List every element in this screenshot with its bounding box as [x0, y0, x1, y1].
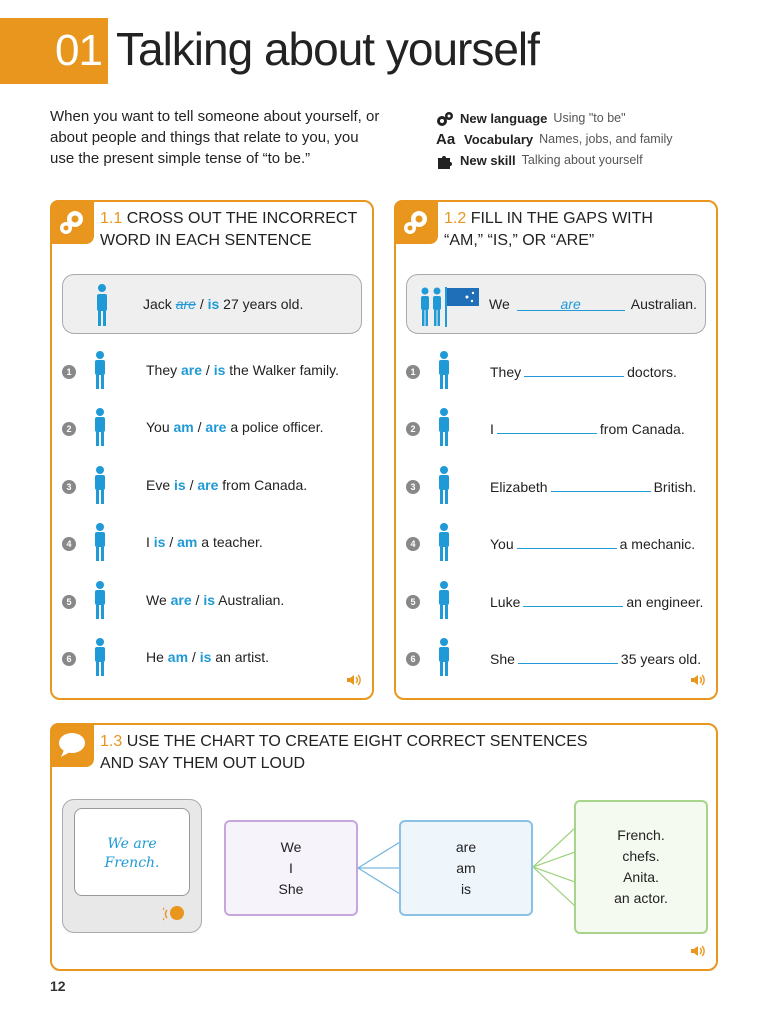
text: a teacher. [201, 534, 263, 550]
exercise-number: 1.2 [444, 210, 467, 227]
speech-example-box [62, 799, 202, 933]
speech-line1: We are [107, 836, 157, 852]
illustration-icon [92, 407, 108, 452]
text: He [146, 649, 164, 665]
page-title: Talking about yourself [116, 23, 539, 75]
connector-lines [358, 820, 400, 916]
correct-word: is [207, 296, 220, 312]
speaker-icon[interactable] [346, 672, 362, 688]
sentence: They are / is the Walker family. [146, 362, 339, 378]
item-number: 6 [62, 652, 76, 666]
option-a[interactable]: are [170, 592, 192, 608]
text: an artist. [215, 649, 269, 665]
gear-icon [394, 200, 438, 244]
intro-text: When you want to tell someone about yourself, or about people and things that relate to you, you use the present simple tense of “to be.” [50, 108, 380, 167]
item-number: 2 [62, 422, 76, 436]
text: She [490, 651, 515, 667]
text: I [490, 421, 494, 437]
legend-detail: Names, jobs, and family [539, 132, 673, 146]
item-number: 3 [62, 480, 76, 494]
answer-gap[interactable] [518, 649, 618, 664]
sentence [490, 592, 703, 610]
sentence [490, 477, 696, 495]
answer-gap[interactable] [523, 592, 623, 607]
item-number: 5 [62, 595, 76, 609]
speaking-head-icon [163, 904, 185, 924]
verb: are [455, 838, 477, 855]
item-number: 1 [406, 365, 420, 379]
exercise-number: 1.3 [100, 733, 123, 750]
text: a mechanic. [619, 536, 696, 552]
connector-lines [533, 800, 575, 934]
exercise-1-1-panel [50, 200, 374, 700]
legend-row [436, 150, 673, 171]
legend-detail: Talking about yourself [521, 153, 643, 167]
text: the Walker family. [229, 362, 339, 378]
exercise-1-2-panel [394, 200, 718, 700]
answer-gap[interactable] [524, 362, 624, 377]
illustration-icon [436, 465, 452, 510]
legend-row [436, 108, 673, 129]
sentence: We are / is Australian. [146, 592, 285, 608]
example-box [62, 274, 362, 334]
australian-couple-flag-icon [419, 287, 481, 327]
sentence [490, 534, 695, 552]
exercise-title-line2: “AM,” “IS,” OR “ARE” [444, 232, 595, 249]
subjects-box [224, 820, 358, 916]
text: We [489, 296, 510, 312]
verb: is [460, 880, 472, 897]
option-b[interactable]: is [213, 362, 226, 378]
option-b[interactable]: is [199, 649, 212, 665]
complement: an actor. [614, 890, 668, 906]
text: an engineer. [626, 594, 704, 610]
subject: We [280, 838, 302, 855]
exercise-title [100, 208, 357, 252]
exercise-title-line1: FILL IN THE GAPS WITH [470, 210, 653, 227]
sentence: Eve is / are from Canada. [146, 477, 308, 493]
illustration-icon [436, 407, 452, 452]
text: We [146, 592, 167, 608]
exercise-title-line2: AND SAY THEM OUT LOUD [100, 755, 306, 772]
option-a[interactable]: are [181, 362, 203, 378]
speech-line2: French. [104, 855, 160, 871]
crossed-word: are [175, 296, 196, 312]
legend [436, 108, 673, 171]
answer-gap[interactable] [551, 477, 651, 492]
illustration-icon [436, 350, 452, 395]
complements-box [574, 800, 708, 934]
item-number: 4 [406, 537, 420, 551]
sentence: He am / is an artist. [146, 649, 269, 665]
text: I [146, 534, 150, 550]
complement: French. [617, 827, 665, 843]
illustration-icon [92, 465, 108, 510]
option-b[interactable]: is [203, 592, 216, 608]
illustration-icon [92, 350, 108, 395]
text: 35 years old. [620, 651, 702, 667]
exercise-title [100, 731, 588, 775]
text: Eve [146, 477, 171, 493]
option-a[interactable]: is [153, 534, 166, 550]
example-sentence [489, 296, 697, 312]
verbs-box [399, 820, 533, 916]
person-icon [95, 283, 109, 327]
exercise-number: 1.1 [100, 210, 123, 227]
gears-icon [436, 111, 454, 127]
text: a police officer. [230, 419, 324, 435]
text: from Canada. [222, 477, 308, 493]
speaker-icon[interactable] [690, 943, 706, 959]
legend-label: Vocabulary [464, 132, 534, 147]
item-number: 3 [406, 480, 420, 494]
speech-bubble-icon [50, 723, 94, 767]
sentence [490, 362, 677, 380]
page-number: 12 [50, 978, 66, 994]
text: They [490, 364, 522, 380]
sentence: I is / am a teacher. [146, 534, 263, 550]
illustration-icon [92, 580, 108, 625]
aa-icon: Aa [436, 131, 456, 148]
complement: Anita. [623, 869, 659, 885]
text: from Canada. [599, 421, 685, 437]
legend-label: New language [460, 111, 548, 126]
answer-gap [517, 296, 625, 311]
text: They [146, 362, 178, 378]
puzzle-icon [436, 153, 454, 169]
speech-bubble [74, 808, 190, 896]
legend-label: New skill [460, 153, 516, 168]
option-b[interactable]: am [177, 534, 198, 550]
text: You [490, 536, 514, 552]
illustration-icon [436, 637, 452, 682]
answer-gap[interactable] [497, 419, 597, 434]
unit-number: 01 [0, 18, 108, 84]
text: Elizabeth [490, 479, 548, 495]
exercise-1-3-panel [50, 723, 718, 971]
subject: I [289, 859, 293, 876]
example-sentence [143, 296, 303, 312]
exercise-title-line1: USE THE CHART TO CREATE EIGHT CORRECT SENTENCES [126, 733, 588, 750]
verb: am [456, 859, 476, 876]
item-number: 4 [62, 537, 76, 551]
legend-row [436, 129, 673, 150]
illustration-icon [436, 522, 452, 567]
option-a[interactable]: is [174, 477, 186, 493]
sentence [490, 419, 685, 437]
option-a[interactable]: am [167, 649, 189, 665]
illustration-icon [436, 580, 452, 625]
illustration-icon [92, 637, 108, 682]
item-number: 6 [406, 652, 420, 666]
option-b[interactable]: are [205, 419, 227, 435]
text: 27 years old. [223, 296, 304, 312]
item-number: 5 [406, 595, 420, 609]
example-box [406, 274, 706, 334]
text: doctors. [627, 364, 677, 380]
answer: are [560, 296, 581, 312]
sentence: You am / are a police officer. [146, 419, 324, 435]
item-number: 1 [62, 365, 76, 379]
gear-icon [50, 200, 94, 244]
item-number: 2 [406, 422, 420, 436]
text: Luke [490, 594, 521, 610]
text: You [146, 419, 170, 435]
option-b[interactable]: are [197, 477, 219, 493]
text: British. [653, 479, 697, 495]
slash: / [199, 296, 204, 312]
complement: chefs. [622, 848, 660, 864]
answer-gap[interactable] [517, 534, 617, 549]
subject: She [278, 880, 304, 897]
speaker-icon[interactable] [690, 672, 706, 688]
exercise-title-line2: WORD IN EACH SENTENCE [100, 232, 312, 249]
exercise-title-line1: CROSS OUT THE INCORRECT [126, 210, 358, 227]
text: Jack [143, 296, 172, 312]
text: Australian. [218, 592, 285, 608]
option-a[interactable]: am [173, 419, 194, 435]
legend-detail: Using "to be" [553, 111, 626, 125]
illustration-icon [92, 522, 108, 567]
text: Australian. [630, 296, 697, 312]
sentence [490, 649, 701, 667]
exercise-title [444, 208, 653, 252]
